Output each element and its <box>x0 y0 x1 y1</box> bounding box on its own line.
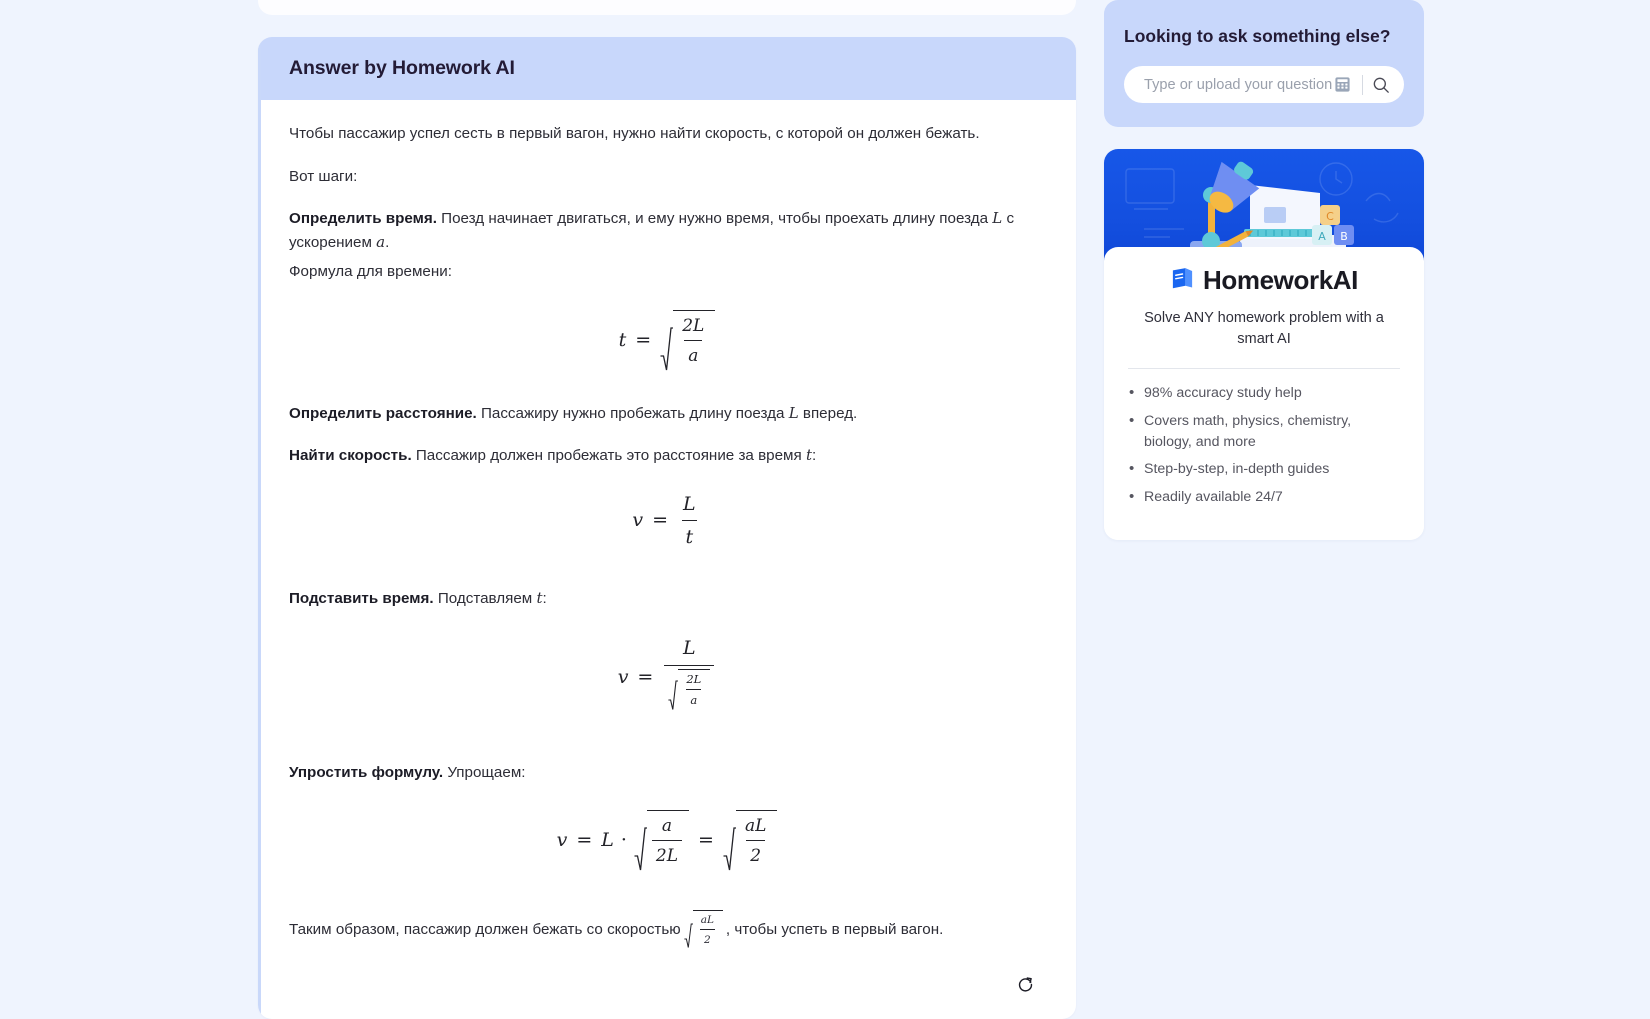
sqrt-symbol <box>668 669 710 712</box>
step-1-text-c: . <box>385 233 390 251</box>
answer-body <box>258 100 1076 963</box>
promo-logo <box>1126 265 1402 296</box>
promo-divider <box>1128 368 1400 369</box>
formula-velocity-den: t <box>685 526 694 549</box>
conclusion-rad-num: aL <box>700 913 714 926</box>
step-1-var-L: L <box>992 209 1003 228</box>
previous-card-bottom <box>258 0 1076 15</box>
step-4-text-b: : <box>542 589 547 607</box>
promo-tagline: Solve ANY homework problem with a smart AI <box>1144 310 1384 348</box>
formula-substituted-den-num: 2L <box>686 671 702 686</box>
formula-simplified-rad2-den: 2 <box>750 846 762 867</box>
svg-text:A: A <box>1318 230 1326 243</box>
step-4-text-a: Подставляем <box>433 589 537 607</box>
steps-lead: Вот шаги: <box>289 167 358 185</box>
conclusion-rad-den: 2 <box>703 934 711 947</box>
book-logo-icon <box>1170 266 1195 296</box>
formula-substituted-lhs: v <box>617 665 629 688</box>
conclusion-paragraph <box>289 910 1045 950</box>
conclusion-text-b: , чтобы успеть в первый вагон. <box>725 920 944 938</box>
radical-sign-icon <box>684 910 693 950</box>
formula-time-num: 2L <box>682 315 705 336</box>
question-search-bar[interactable] <box>1124 66 1404 103</box>
step-1-label: Определить время. <box>289 210 437 228</box>
formula-substituted <box>289 634 1045 721</box>
search-icon[interactable] <box>1372 76 1392 94</box>
conclusion-text-a: Таким образом, пассажир должен бежать со скоростью <box>289 920 681 938</box>
formula-simplified-rad1-den: 2L <box>655 846 679 867</box>
step-5-label: Упростить формулу. <box>289 763 444 781</box>
formula-simplified-rad2-num: aL <box>744 816 767 837</box>
formula-simplified-rad1-num: a <box>661 816 673 837</box>
step-4-var-t: t <box>536 588 543 607</box>
step-2-paragraph <box>289 402 1045 426</box>
formula-time-equals: = <box>635 328 652 351</box>
formula-time-den: a <box>688 346 699 367</box>
refresh-icon[interactable] <box>1012 971 1038 997</box>
formula-substituted-num: L <box>683 637 696 660</box>
formula-simplified-dot: · <box>620 829 627 852</box>
step-5-paragraph <box>289 761 1045 785</box>
step-1-text-a: Поезд начинает двигаться, и ему нужно время, чтобы проехать длину поезда <box>436 210 993 228</box>
formula-velocity-lhs: v <box>632 509 644 532</box>
intro-paragraph: Чтобы пассажир успел сесть в первый вагон, нужно найти скорость, с которой он должен бежать. <box>289 125 980 142</box>
step-3-text-b: : <box>811 447 817 465</box>
desk-lamp-books-illustration <box>1104 149 1424 261</box>
step-3-text-a: Пассажир должен пробежать это расстояние за время <box>411 447 806 465</box>
list-item: • Step-by-step, in-depth guides <box>1126 459 1402 480</box>
step-3-paragraph <box>289 444 1045 468</box>
step-2-label: Определить расстояние. <box>289 404 477 422</box>
step-5-text: Упрощаем: <box>443 763 526 781</box>
formula-simplified-lhs: v <box>556 829 568 852</box>
formula-time <box>289 310 1045 372</box>
main-column <box>258 0 1076 1019</box>
step-4-paragraph <box>289 587 1045 611</box>
answer-title: Answer by Homework AI <box>289 57 515 79</box>
step-1-var-a: a <box>376 232 386 251</box>
formula-velocity <box>289 490 1045 553</box>
formula-substituted-equals: = <box>637 665 654 688</box>
ask-question-card <box>1104 0 1424 127</box>
sqrt-symbol <box>684 910 723 950</box>
sidebar <box>1104 0 1424 540</box>
answer-footer <box>258 963 1076 1019</box>
step-1-paragraph <box>289 207 1045 254</box>
promo-card[interactable] <box>1104 149 1424 540</box>
step-2-text-a: Пассажиру нужно пробежать длину поезда <box>476 404 789 422</box>
sqrt-symbol <box>723 810 777 872</box>
step-1-formula-lead: Формула для времени: <box>289 263 452 281</box>
radical-sign-icon <box>723 810 736 872</box>
search-input[interactable] <box>1142 76 1356 94</box>
formula-velocity-equals: = <box>652 509 669 532</box>
list-item: • 98% accuracy study help <box>1126 383 1402 404</box>
step-1-text-b: с ускорением <box>289 210 1015 251</box>
sqrt-symbol <box>660 310 715 372</box>
svg-text:B: B <box>1340 230 1348 243</box>
step-2-text-b: вперед. <box>798 404 858 422</box>
step-3-var-t: t <box>805 446 812 465</box>
formula-simplified-L: L <box>601 829 614 852</box>
radical-sign-icon <box>634 810 647 872</box>
formula-simplified <box>289 810 1045 872</box>
calculator-icon[interactable] <box>1334 76 1351 93</box>
promo-logo-name: HomeworkAI <box>1203 265 1358 295</box>
radical-sign-icon <box>668 669 678 712</box>
step-2-var-L: L <box>788 403 799 422</box>
formula-simplified-equals-1: = <box>576 829 593 852</box>
promo-content <box>1104 247 1424 540</box>
formula-time-lhs: t <box>618 328 627 351</box>
answer-card-header <box>258 37 1076 100</box>
step-4-label: Подставить время. <box>289 589 434 607</box>
formula-velocity-num: L <box>683 492 696 515</box>
search-divider <box>1362 75 1363 95</box>
formula-substituted-den-den: a <box>690 693 698 708</box>
answer-card <box>258 37 1076 1019</box>
ask-card-title: Looking to ask something else? <box>1124 26 1391 46</box>
sqrt-symbol <box>634 810 689 872</box>
svg-text:C: C <box>1326 210 1334 223</box>
step-3-label: Найти скорость. <box>289 447 412 465</box>
list-item: • Covers math, physics, chemistry, biology, and more <box>1126 411 1402 454</box>
formula-simplified-equals-2: = <box>698 829 714 852</box>
promo-feature-list <box>1126 383 1402 507</box>
radical-sign-icon <box>660 310 673 372</box>
list-item: • Readily available 24/7 <box>1126 487 1402 508</box>
